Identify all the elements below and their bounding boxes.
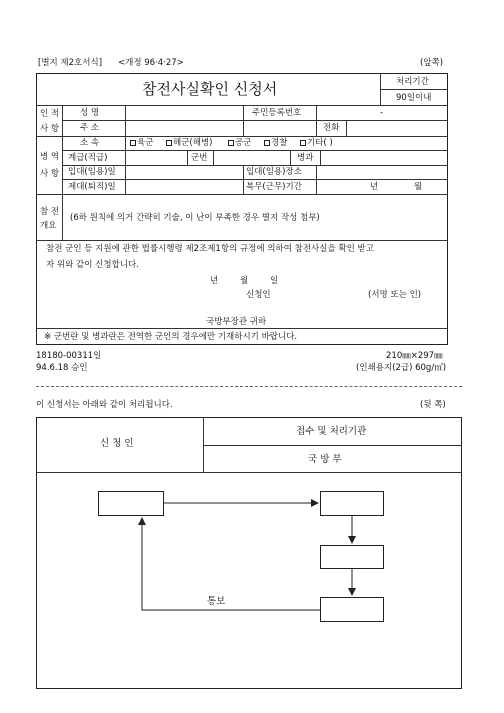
service-section-label-2: 사 항 [40,169,60,179]
revision-note: <개정 96·4·27> [118,58,184,68]
back-intro: 이 신청서는 아래와 같이 처리됩니다. [36,400,173,410]
service-number-label: 군번 [191,153,208,163]
flow-applicant-header: 신 청 인 [100,438,134,449]
address-label: 주 소 [80,123,100,133]
approval-date: 94.6.18 승인 [36,363,88,373]
addressee: 국방부장관 귀하 [206,317,267,327]
discharge-date-label: 제대(퇴직)일 [68,182,116,192]
affiliation-label: 소 속 [80,138,100,148]
footnote: ※ 군번란 및 병과란은 전역한 군인의 경우에만 기재하시기 바랍니다. [44,332,298,342]
service-section-label-1: 병 역 [40,152,60,162]
option-other[interactable]: 기타( ) [300,139,333,148]
personal-section-label-1: 인 적 [40,109,60,119]
processing-period-label: 처리기간 [396,77,429,87]
combat-section-label-2: 개요 [40,221,57,231]
name-label: 성 명 [80,108,100,118]
print-code: 18180-00311일 [36,351,102,361]
applicant-label: 신청인 [246,290,271,300]
form-number: [별지 제2호서식] [38,58,103,68]
duty-year-label: 년 [370,182,379,192]
phone-label: 전화 [323,123,340,133]
combat-section-label-1: 참 전 [40,207,60,217]
flow-notify-label: 통보 [207,596,226,607]
option-army[interactable]: 육군 [130,139,153,148]
arrow-notify-return [142,518,320,610]
duty-month-label: 월 [414,182,423,192]
option-police[interactable]: 경찰 [264,139,287,148]
paper-size: 210㎜×297㎜ [386,351,443,361]
flow-agency-name: 국 방 부 [308,454,342,465]
duty-period-label: 복무(근무)기간 [246,182,302,192]
form-title: 참전사실확인 신청서 [142,80,278,98]
option-airforce[interactable]: 공군 [228,139,251,148]
rrn-label: 주민등록번호 [252,108,302,118]
page-side-front: (앞쪽) [420,58,444,68]
combat-summary-note: (6하 원칙에 의거 간략히 기술, 이 난이 부족한 경우 별지 작성 첨부) [70,213,320,223]
declaration-line-2: 자 위와 같이 신청합니다. [46,260,139,270]
paper-spec: (인쇄용지(2급) 60g/㎡) [356,363,447,373]
processing-period-value: 90일이내 [396,93,432,103]
signature-label: (서명 또는 인) [368,290,422,300]
page-side-back: (뒷 쪽) [420,400,446,410]
branch-label: 병과 [297,153,314,163]
declaration-line-1: 참전 군인 등 지원에 관한 법률시행령 제2조제1항의 규정에 의하여 참전사실을 확인 받고 [46,244,374,254]
rank-label: 계급(직급) [68,153,108,163]
personal-section-label-2: 사 항 [40,124,60,134]
rrn-separator: - [380,108,384,118]
enlist-place-label: 입대(임용)장소 [246,167,302,177]
date-day-label: 일 [270,276,279,286]
date-month-label: 월 [240,276,249,286]
option-navy[interactable]: 해군(해병) [166,139,212,148]
enlist-date-label: 입대(임용)일 [68,167,116,177]
flow-agency-header: 접수 및 처리기관 [296,426,367,437]
date-year-label: 년 [210,276,219,286]
